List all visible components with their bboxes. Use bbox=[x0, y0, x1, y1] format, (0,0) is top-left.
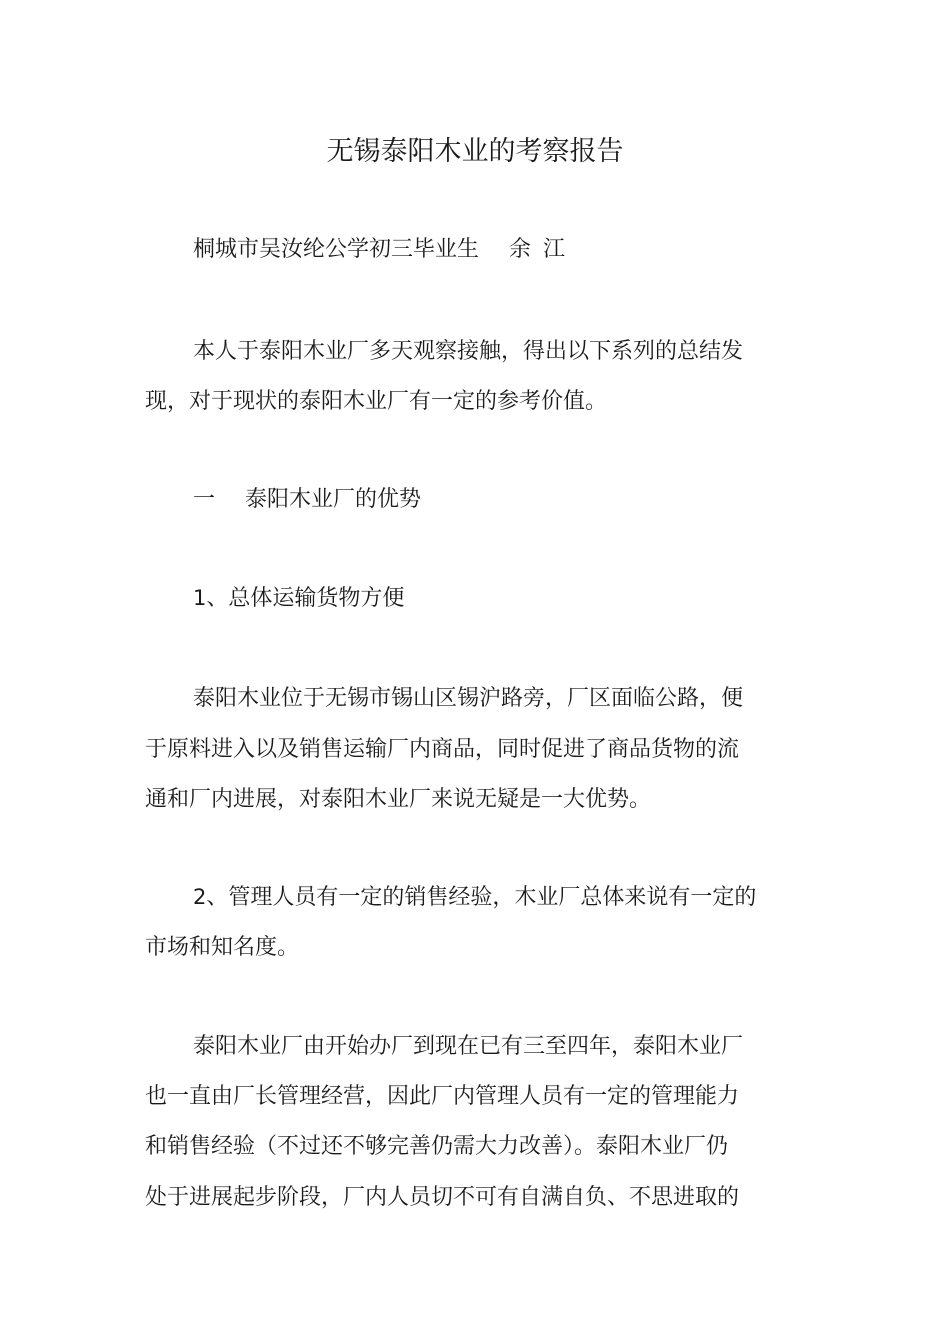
paragraph-line: 也一直由厂长管理经营，因此厂内管理人员有一定的管理能力 bbox=[145, 1084, 740, 1109]
author-surname: 余 bbox=[509, 237, 532, 262]
paragraph-line: 处于进展起步阶段，厂内人员切不可有自满自负、不思进取的 bbox=[145, 1185, 740, 1210]
document-title: 无锡泰阳木业的考察报告 bbox=[326, 136, 624, 167]
paragraph-line: 泰阳木业位于无锡市锡山区锡沪路旁，厂区面临公路，便 bbox=[193, 686, 744, 711]
paragraph-line: 通和厂内进展，对泰阳木业厂来说无疑是一大优势。 bbox=[145, 787, 652, 812]
point-heading bbox=[193, 880, 810, 915]
point-number: 2 bbox=[193, 885, 207, 909]
point-heading bbox=[193, 581, 810, 616]
section-title: 泰阳木业厂的优势 bbox=[245, 487, 422, 512]
point-number: 1 bbox=[193, 586, 207, 610]
point-title: 、总体运输货物方便 bbox=[206, 586, 405, 611]
paragraph-line: 于原料进入以及销售运输厂内商品，同时促进了商品货物的流 bbox=[145, 737, 740, 762]
author-school: 桐城市吴汝纶公学初三毕业生 bbox=[193, 237, 480, 262]
author-line bbox=[193, 233, 810, 267]
section-number: 一 bbox=[193, 487, 216, 512]
paragraph-line: 泰阳木业厂由开始办厂到现在已有三至四年，泰阳木业厂 bbox=[193, 1034, 744, 1059]
section-heading bbox=[193, 483, 810, 517]
point-title: 、管理人员有一定的销售经验，木业厂总体来说有一定的 bbox=[206, 885, 757, 910]
author-given-name: 江 bbox=[543, 237, 566, 262]
paragraph-line: 和销售经验（不过还不够完善仍需大力改善）。泰阳木业厂仍 bbox=[145, 1134, 729, 1159]
point-heading-continued: 市场和知名度。 bbox=[145, 935, 300, 960]
intro-line: 本人于泰阳木业厂多天观察接触，得出以下系列的总结发 bbox=[193, 339, 744, 364]
intro-line: 现，对于现状的泰阳木业厂有一定的参考价值。 bbox=[145, 389, 608, 414]
